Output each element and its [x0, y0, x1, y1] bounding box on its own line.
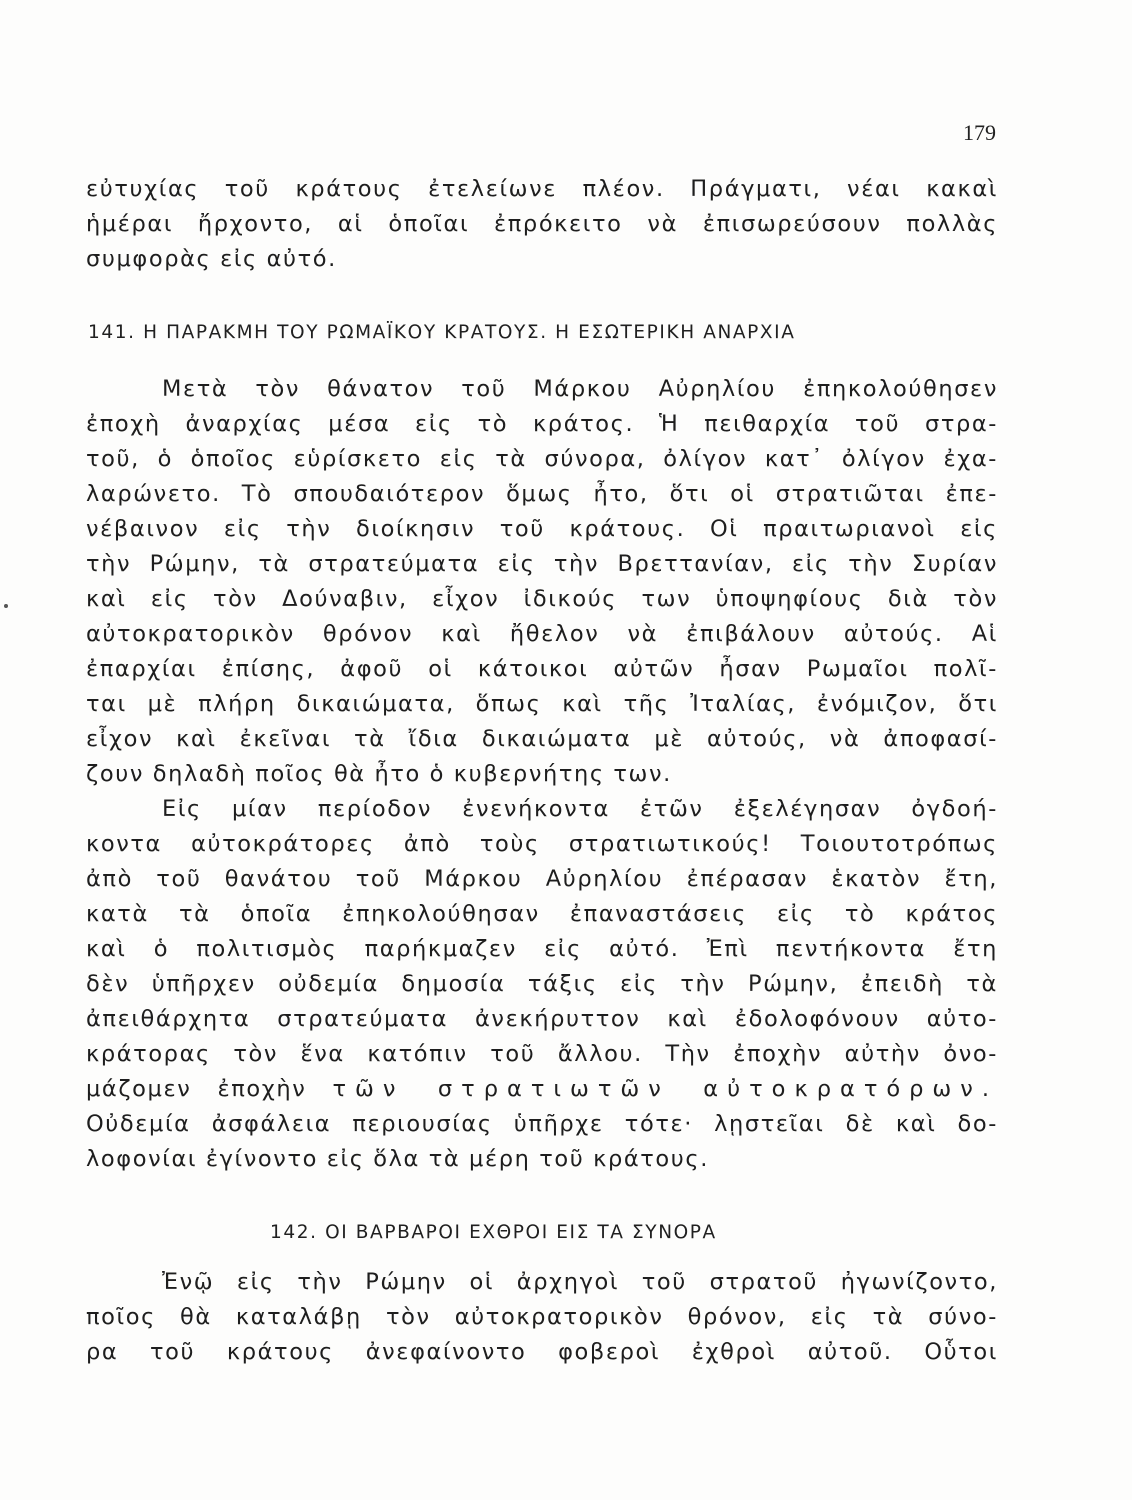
text-line: ἐποχὴ ἀναρχίας μέσα εἰς τὸ κράτος. Ἡ πειθαρχία τοῦ στρα- [86, 411, 998, 437]
intro-paragraph [86, 172, 998, 277]
text-line: ται μὲ πλήρη δικαιώματα, ὅπως καὶ τῆς Ἰταλίας, ἐνόμιζον, ὅτι [86, 691, 998, 717]
text-line: ἐπαρχίαι ἐπίσης, ἀφοῦ οἱ κάτοικοι αὐτῶν ἦσαν Ρωμαῖοι πολῖ- [86, 656, 998, 682]
text-line: ἡμέραι ἤρχοντο, αἱ ὁποῖαι ἐπρόκειτο νὰ ἐπισωρεύσουν πολλὰς [86, 211, 998, 237]
text-line: ἀπειθάρχητα στρατεύματα ἀνεκήρυττον καὶ ἐδολοφόνουν αὐτο- [86, 1006, 998, 1032]
text-line: συμφορὰς εἰς αὐτό. [86, 246, 337, 272]
section-heading-141: 141. Η ΠΑΡΑΚΜΗ ΤΟΥ ΡΩΜΑΪΚΟΥ ΚΡΑΤΟΥΣ. Η ΕΣΩΤΕΡΙΚΗ ΑΝΑΡΧΙΑ [88, 322, 796, 343]
text-line: ποῖος θὰ καταλάβῃ τὸν αὐτοκρατορικὸν θρόνον, εἰς τὰ σύνο- [86, 1304, 998, 1330]
text-line: κοντα αὐτοκράτορες ἀπὸ τοὺς στρατιωτικούς! Τοιουτοτρόπως [86, 831, 998, 857]
text-line: κατὰ τὰ ὁποῖα ἐπηκολούθησαν ἐπαναστάσεις εἰς τὸ κράτος [86, 901, 998, 927]
text-line: καὶ εἰς τὸν Δούναβιν, εἶχον ἰδικούς των ὑποψηφίους διὰ τὸν [86, 586, 998, 612]
text-line: λοφονίαι ἐγίνοντο εἰς ὅλα τὰ μέρη τοῦ κράτους. [86, 1146, 709, 1172]
text-line: Ἐνῷ εἰς τὴν Ρώμην οἱ ἀρχηγοὶ τοῦ στρατοῦ ἠγωνίζοντο, [162, 1269, 998, 1295]
text-run: μάζομεν ἐποχὴν [86, 1076, 307, 1102]
text-line: τὴν Ρώμην, τὰ στρατεύματα εἰς τὴν Βρεττανίαν, εἰς τὴν Συρίαν [86, 551, 998, 577]
text-line: δὲν ὑπῆρχεν οὐδεμία δημοσία τάξις εἰς τὴν Ρώμην, ἐπειδὴ τὰ [86, 971, 998, 997]
text-line: νέβαινον εἰς τὴν διοίκησιν τοῦ κράτους. Οἱ πραιτωριανοὶ εἰς [86, 516, 998, 542]
page-number: 179 [963, 120, 996, 145]
text-line: Εἰς μίαν περίοδον ἐνενήκοντα ἐτῶν ἐξελέγησαν ὀγδοή- [162, 796, 998, 822]
spaced-term: τῶν στρατιωτῶν αὐτοκρατόρων. [332, 1076, 998, 1102]
text-line-spaced [86, 1072, 998, 1107]
text-line: καὶ ὁ πολιτισμὸς παρήκμαζεν εἰς αὐτό. Ἐπὶ πεντήκοντα ἔτη [86, 936, 998, 962]
section-142-body [86, 1265, 998, 1370]
text-line: ρα τοῦ κράτους ἀνεφαίνοντο φοβεροὶ ἐχθροὶ αὐτοῦ. Οὗτοι [86, 1339, 998, 1365]
text-line: εἶχον καὶ ἐκεῖναι τὰ ἴδια δικαιώματα μὲ αὐτούς, νὰ ἀποφασί- [86, 726, 998, 752]
text-line: κράτορας τὸν ἕνα κατόπιν τοῦ ἄλλου. Τὴν ἐποχὴν αὐτὴν ὀνο- [86, 1041, 998, 1067]
section-heading-142: 142. ΟΙ ΒΑΡΒΑΡΟΙ ΕΧΘΡΟΙ ΕΙΣ ΤΑ ΣΥΝΟΡΑ [270, 1222, 717, 1243]
text-line: Μετὰ τὸν θάνατον τοῦ Μάρκου Αὐρηλίου ἐπηκολούθησεν [162, 376, 998, 402]
text-line: τοῦ, ὁ ὁποῖος εὑρίσκετο εἰς τὰ σύνορα, ὀλίγον κατ᾽ ὀλίγον ἐχα- [86, 446, 998, 472]
text-line: εὐτυχίας τοῦ κράτους ἐτελείωνε πλέον. Πράγματι, νέαι κακαὶ [86, 176, 998, 202]
section-141-body [86, 372, 998, 1177]
scan-speck [4, 604, 8, 608]
text-line: λαρώνετο. Τὸ σπουδαιότερον ὅμως ἦτο, ὅτι οἱ στρατιῶται ἐπε- [86, 481, 998, 507]
text-line: ἀπὸ τοῦ θανάτου τοῦ Μάρκου Αὐρηλίου ἐπέρασαν ἑκατὸν ἔτη, [86, 866, 998, 892]
text-line: ζουν δηλαδὴ ποῖος θὰ ἦτο ὁ κυβερνήτης των. [86, 761, 672, 787]
text-line: αὐτοκρατορικὸν θρόνον καὶ ἤθελον νὰ ἐπιβάλουν αὐτούς. Αἱ [86, 621, 998, 647]
text-line: Οὐδεμία ἀσφάλεια περιουσίας ὑπῆρχε τότε· λῃστεῖαι δὲ καὶ δο- [86, 1111, 998, 1137]
